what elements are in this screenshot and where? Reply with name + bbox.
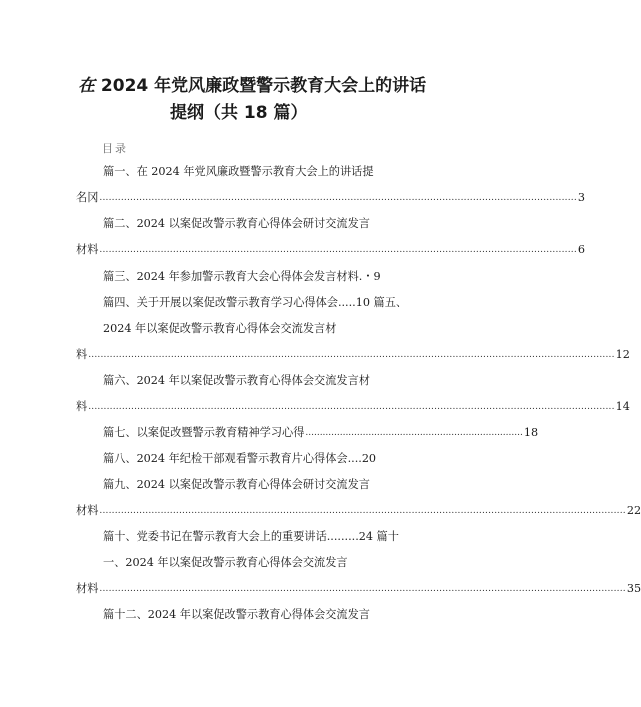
toc-entry-2-line-1[interactable]: 篇二、2024 以案促改警示教育心得体会研讨交流发言	[103, 217, 370, 230]
toc-entry-5-line-1[interactable]: 2024 年以案促改警示教育心得体会交流发言材	[103, 322, 337, 335]
toc-entry-10[interactable]: 篇十、党委书记在警示教育大会上的重要讲话.........24 篇十	[103, 530, 399, 543]
toc-leader-dots: ............................................................................................................................................................	[99, 193, 577, 203]
toc-leader-dots: ............................................................................................................................................................................	[99, 506, 626, 516]
toc-entry-5-line-2[interactable]	[76, 348, 630, 362]
toc-page-number: 35	[626, 582, 641, 595]
toc-entry-2-line-2[interactable]	[76, 243, 586, 257]
toc-entry-11-line-2[interactable]	[76, 582, 641, 596]
toc-entry-12[interactable]: 篇十二、2024 年以案促改警示教育心得体会交流发言	[103, 608, 370, 621]
title-line-1-text: 2024 年党风廉政暨警示教育大会上的讲话	[95, 76, 427, 96]
toc-entry-4[interactable]: 篇四、关于开展以案促改警示教育学习心得体会.....10 篇五、	[103, 296, 408, 309]
toc-entry-6-line-1[interactable]: 篇六、2024 年以案促改警示教育心得体会交流发言材	[103, 374, 370, 387]
toc-leader-dots: ............................................................................	[305, 428, 523, 438]
toc-entry-text: 料	[76, 400, 88, 413]
toc-entry-text: 名冈	[76, 191, 99, 204]
toc-page-number: 6	[577, 243, 586, 256]
toc-page-number: 14	[615, 400, 630, 413]
toc-entry-11-line-1[interactable]: 一、2024 年以案促改警示教育心得体会交流发言	[103, 556, 348, 569]
toc-entry-text: 篇七、以案促改暨警示教育精神学习心得	[103, 426, 305, 439]
toc-page-number: 3	[577, 191, 586, 204]
toc-leader-dots: ............................................................................................................................................................	[99, 245, 577, 255]
toc-entry-text: 料	[76, 348, 88, 361]
toc-leader-dots: ............................................................................................................................................................................	[88, 402, 615, 412]
toc-entry-text: 材料	[76, 504, 99, 517]
toc-entry-text: 材料	[76, 582, 99, 595]
toc-leader-dots: ............................................................................................................................................................................	[99, 584, 626, 594]
toc-page-number: 18	[523, 426, 539, 439]
toc-leader-dots: ............................................................................................................................................................................	[88, 350, 615, 360]
document-title-line-2: 提纲（共 18 篇）	[170, 103, 308, 123]
toc-heading: 目录	[102, 142, 128, 155]
toc-page-number: 12	[615, 348, 630, 361]
toc-entry-9-line-2[interactable]	[76, 504, 641, 518]
toc-entry-1-line-1[interactable]: 篇一、在 2024 年党风廉政暨警示教育大会上的讲话提	[103, 165, 374, 178]
toc-entry-3[interactable]: 篇三、2024 年参加警示教育大会心得体会发言材料.・9	[103, 270, 381, 283]
toc-entry-8[interactable]: 篇八、2024 年纪检干部观看警示教育片心得体会....20	[103, 452, 377, 465]
document-title-line-1	[78, 76, 426, 96]
toc-entry-6-line-2[interactable]	[76, 400, 630, 414]
toc-page-number: 22	[626, 504, 641, 517]
toc-entry-9-line-1[interactable]: 篇九、2024 以案促改警示教育心得体会研讨交流发言	[103, 478, 370, 491]
toc-entry-1-line-2[interactable]	[76, 191, 586, 205]
toc-entry-7[interactable]	[103, 426, 539, 440]
title-lead-char: 在	[78, 76, 95, 96]
toc-entry-text: 材料	[76, 243, 99, 256]
